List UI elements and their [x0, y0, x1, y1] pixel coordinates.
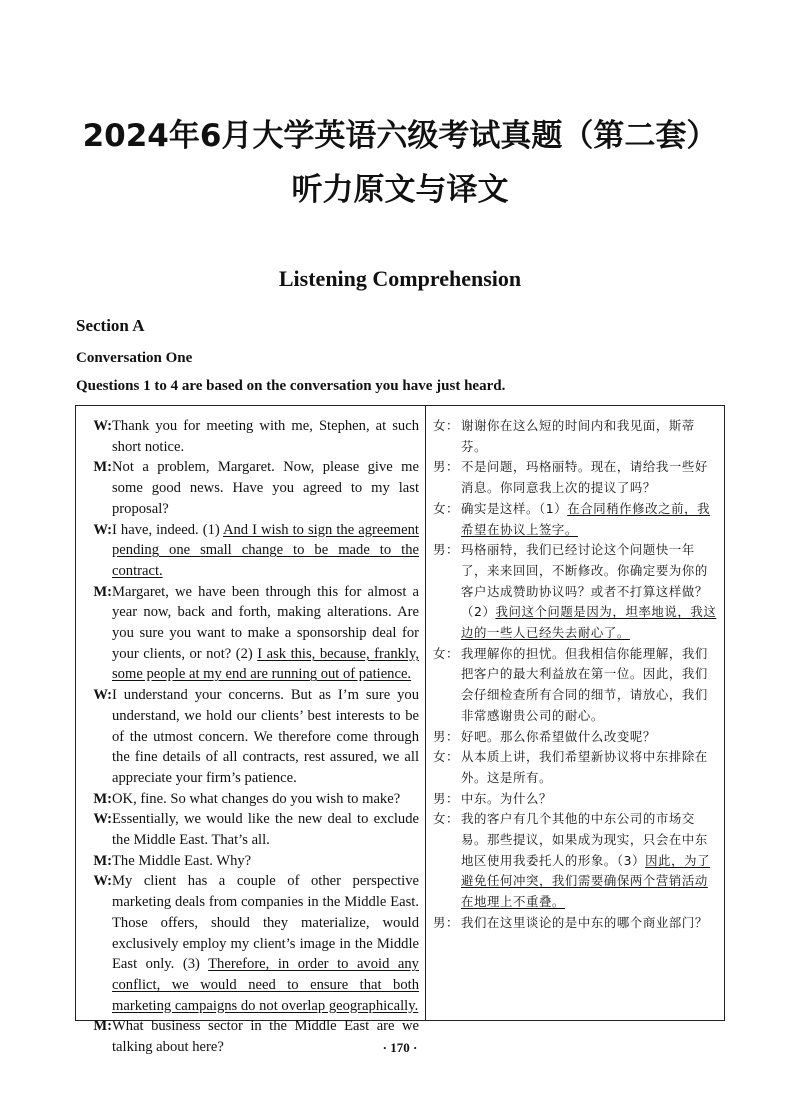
part-heading: Listening Comprehension	[278, 266, 522, 291]
chinese-dialogue-turn	[433, 416, 719, 457]
speaker-label: 女：	[433, 418, 459, 433]
utterance-segment: 不是问题，玛格丽特。现在，请给我一些好消息。你同意我上次的提议了吗？	[461, 459, 708, 496]
utterance-text	[461, 459, 708, 495]
utterance-segment: 好吧。那么你希望做什么改变呢？	[461, 728, 656, 744]
answer-underline-text: 在合同稍作修改之前，我希望在协议上签字。	[461, 500, 711, 537]
english-dialogue-turn	[82, 416, 419, 457]
speaker-label: 女：	[433, 645, 459, 661]
utterance-segment: I understand your concerns. But as I’m sure you understand, we hold our clients’ best interests to be of the utmost concern. We therefore come through the fine details of all contracts, rest assured, we all appreciate your firm’s patience.	[112, 687, 419, 786]
utterance-segment: 确实是这样。（1）	[461, 500, 568, 516]
speaker-label: W:	[93, 811, 112, 828]
utterance-text	[112, 416, 419, 457]
utterance-text	[112, 457, 419, 519]
utterance-text	[461, 542, 716, 640]
speaker-label: M:	[93, 852, 112, 869]
utterance-text	[112, 789, 419, 810]
utterance-text	[112, 582, 419, 686]
english-transcript-column	[82, 416, 419, 1058]
english-dialogue-turn	[82, 520, 419, 582]
answer-underline-text: And I wish to sign the agreement pending one small change to be made to the contract.	[112, 521, 419, 579]
utterance-segment: 谢谢你在这么短的时间内和我见面，斯蒂芬。	[461, 418, 695, 454]
speaker-label: 男：	[433, 542, 459, 558]
utterance-text	[112, 871, 419, 1016]
utterance-segment: Margaret, we have been through this for almost a year now, back and forth, making alterations. Are you sure you want to make a sponsorship deal for your clients, or not? (2)	[112, 583, 419, 662]
speaker-label: 男：	[433, 790, 459, 806]
question-instruction: Questions 1 to 4 are based on the conversation you have just heard.	[76, 378, 506, 394]
utterance-text	[461, 915, 708, 930]
conversation-heading: Conversation One	[76, 350, 193, 366]
utterance-segment: 从本质上讲，我们希望新协议将中东排除在外。这是所有。	[461, 749, 708, 785]
page-title: 2024年6月大学英语六级考试真题（第二套）	[82, 118, 718, 154]
utterance-text	[461, 811, 710, 909]
utterance-segment: 我理解你的担忧。但我相信你能理解，我们把客户的最大利益放在第一位。因此，我们会仔细检查所有合同的细节，请放心，我们非常感谢贵公司的耐心。	[461, 645, 708, 723]
utterance-text	[112, 685, 419, 789]
answer-underline-text: 我问这个问题是因为，坦率地说，我这边的一些人已经失去耐心了。	[461, 604, 717, 641]
utterance-text	[461, 501, 710, 537]
speaker-label: 男：	[433, 914, 459, 930]
section-heading: Section A	[76, 316, 145, 335]
english-dialogue-turn	[82, 809, 419, 850]
speaker-label: M:	[93, 459, 112, 476]
speaker-label: 男：	[433, 728, 459, 744]
utterance-text	[112, 809, 419, 850]
speaker-label: 女：	[433, 749, 459, 765]
speaker-label: M:	[93, 790, 112, 807]
chinese-dialogue-turn	[433, 727, 719, 748]
speaker-label: 男：	[433, 459, 459, 475]
english-dialogue-turn	[82, 871, 419, 1016]
chinese-dialogue-turn	[433, 540, 719, 644]
english-dialogue-turn	[82, 582, 419, 686]
english-dialogue-turn	[82, 789, 419, 810]
speaker-label: 女：	[433, 500, 459, 516]
chinese-dialogue-turn	[433, 457, 719, 498]
utterance-text	[112, 851, 419, 872]
answer-underline-text: 因此，为了避免任何冲突，我们需要确保两个营销活动在地理上不重叠。	[461, 852, 711, 910]
utterance-text	[461, 791, 552, 806]
utterance-text	[461, 749, 708, 785]
speaker-label: W:	[93, 418, 112, 434]
utterance-text	[461, 646, 708, 723]
speaker-label: M:	[93, 583, 112, 600]
utterance-segment: OK, fine. So what changes do you wish to make?	[112, 790, 401, 807]
utterance-segment: My client has a couple of other perspective marketing deals from companies in the Middle East. Those offers, should they materialize, would exclusively employ my client’s image in the Middle East only. (3)	[112, 873, 419, 973]
utterance-segment: Essentially, we would like the new deal to exclude the Middle East. That’s all.	[112, 811, 419, 849]
chinese-dialogue-turn	[433, 789, 719, 810]
chinese-dialogue-turn	[433, 913, 719, 934]
utterance-segment: Not a problem, Margaret. Now, please give me some good news. Have you agreed to my last proposal?	[112, 459, 419, 517]
utterance-segment: 我们在这里谈论的是中东的哪个商业部门？	[461, 914, 708, 930]
utterance-segment: 玛格丽特，我们已经讨论这个问题快一年了，来来回回，不断修改。你确定要为你的客户达成赞助协议吗？或者不打算这样做？（2）	[461, 542, 708, 620]
utterance-segment: Thank you for meeting with me, Stephen, at such short notice.	[112, 418, 419, 455]
english-dialogue-turn	[82, 851, 419, 872]
chinese-translation-column	[433, 416, 719, 934]
utterance-segment: 中东。为什么？	[461, 790, 552, 806]
utterance-segment: 我的客户有几个其他的中东公司的市场交易。那些提议，如果成为现实，只会在中东地区使用我委托人的形象。（3）	[461, 811, 708, 868]
chinese-dialogue-turn	[433, 644, 719, 727]
utterance-segment: I have, indeed. (1)	[112, 521, 223, 538]
speaker-label: W:	[93, 687, 112, 704]
utterance-segment: The Middle East. Why?	[112, 852, 252, 869]
page-number: · 170 ·	[382, 1040, 418, 1055]
speaker-label: W:	[93, 873, 112, 890]
chinese-dialogue-turn	[433, 747, 719, 788]
english-dialogue-turn	[82, 457, 419, 519]
speaker-label: M:	[93, 1018, 112, 1035]
speaker-label: 女：	[433, 811, 459, 827]
utterance-text	[461, 418, 695, 454]
utterance-text	[112, 520, 419, 582]
utterance-text	[461, 729, 656, 744]
chinese-dialogue-turn	[433, 499, 719, 540]
english-dialogue-turn	[82, 685, 419, 789]
page-subtitle: 听力原文与译文	[291, 172, 509, 208]
answer-underline-text: Therefore, in order to avoid any conflict, we would need to ensure that both marketing campaigns do not overlap geographically.	[112, 956, 419, 1014]
chinese-dialogue-turn	[433, 809, 719, 913]
utterance-segment: What business sector in the Middle East are we talking about here?	[112, 1018, 419, 1056]
answer-underline-text: I ask this, because, frankly, some people at my end are running out of patience.	[112, 645, 419, 683]
speaker-label: W:	[93, 521, 112, 538]
column-divider	[425, 406, 426, 1020]
